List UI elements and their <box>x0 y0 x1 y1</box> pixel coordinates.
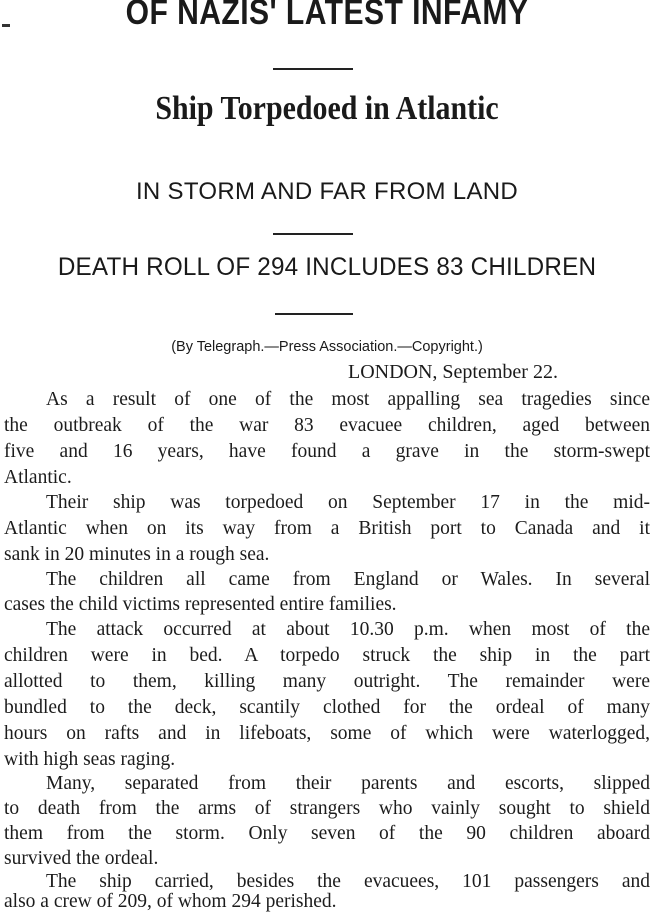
margin-mark <box>2 24 10 27</box>
article-line: also a crew of 209, of whom 294 perished. <box>4 891 337 912</box>
divider-rule <box>273 233 353 235</box>
headline-main: OF NAZIS' LATEST INFAMY <box>125 0 529 32</box>
headline-storm: IN STORM AND FAR FROM LAND <box>135 178 519 205</box>
dateline: LONDON, September 22. <box>348 361 558 383</box>
article-line: children were in bed. A torpedo struck the ship in the part <box>4 645 650 666</box>
article-line: Atlantic when on its way from a British port to Canada and it <box>4 518 650 539</box>
article-line: As a result of one of the most appalling sea tragedies since <box>46 389 650 410</box>
article-line: five and 16 years, have found a grave in the storm-swept <box>4 441 650 462</box>
article-line: The children all came from England or Wales. In several <box>46 569 650 590</box>
article-line: survived the ordeal. <box>4 848 159 869</box>
byline: (By Telegraph.—Press Association.—Copyright.) <box>171 339 483 355</box>
divider-rule <box>275 313 353 315</box>
article-line: with high seas raging. <box>4 749 176 770</box>
article-line: bundled to the deck, scantily clothed for the ordeal of many <box>4 697 650 718</box>
divider-rule <box>273 68 353 70</box>
article-line: Atlantic. <box>4 467 72 488</box>
article-line: the outbreak of the war 83 evacuee children, aged between <box>4 415 650 436</box>
article-line: Many, separated from their parents and escorts, slipped <box>46 773 650 794</box>
article-line: sank in 20 minutes in a rough sea. <box>4 544 270 565</box>
headline-death-roll: DEATH ROLL OF 294 INCLUDES 83 CHILDREN <box>57 253 597 281</box>
article-line: Their ship was torpedoed on September 17 in the mid- <box>46 492 650 513</box>
article-line: allotted to them, killing many outright. The remainder were <box>4 671 650 692</box>
article-line: cases the child victims represented entire families. <box>4 594 397 615</box>
article-line: to death from the arms of strangers who vainly sought to shield <box>4 798 650 819</box>
article-line: The ship carried, besides the evacuees, 101 passengers and <box>46 871 650 892</box>
article-line: hours on rafts and in lifeboats, some of which were waterlogged, <box>4 723 650 744</box>
article-line: them from the storm. Only seven of the 90 children aboard <box>4 823 650 844</box>
headline-ship-torpedoed: Ship Torpedoed in Atlantic <box>155 90 499 127</box>
article-line: The attack occurred at about 10.30 p.m. when most of the <box>46 619 650 640</box>
